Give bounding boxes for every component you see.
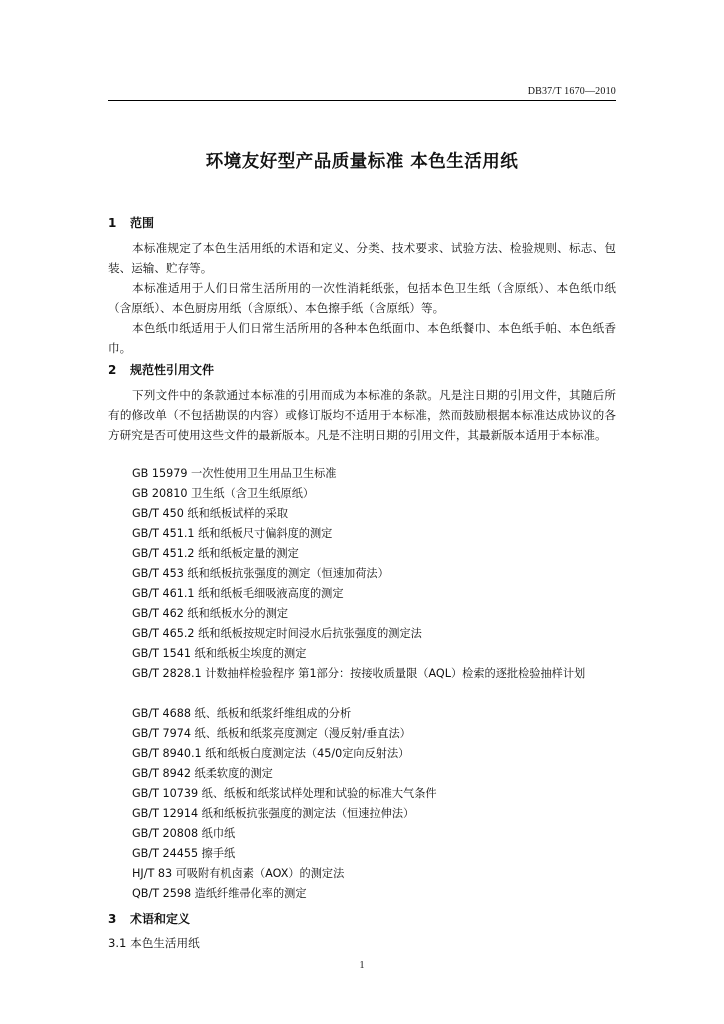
reference-item: GB/T 462 纸和纸板水分的测定 — [132, 607, 289, 620]
section-heading-references — [108, 361, 214, 378]
section-number: 1 — [108, 216, 117, 230]
section-title: 术语和定义 — [130, 912, 191, 926]
reference-item: GB 15979 一次性使用卫生用品卫生标准 — [132, 467, 337, 480]
reference-item: GB/T 10739 纸、纸板和纸浆试样处理和试验的标准大气条件 — [132, 787, 437, 800]
reference-item: GB/T 1541 纸和纸板尘埃度的测定 — [132, 647, 307, 660]
reference-item: GB/T 8942 纸柔软度的测定 — [132, 767, 273, 780]
paragraph: 本色纸巾纸适用于人们日常生活所用的各种本色纸面巾、本色纸餐巾、本色纸手帕、本色纸香巾。 — [108, 321, 616, 355]
reference-item: GB/T 20808 纸巾纸 — [132, 827, 236, 840]
standard-code: DB37/T 1670—2010 — [527, 86, 616, 97]
page-number: 1 — [359, 960, 365, 971]
paragraph: 下列文件中的条款通过本标准的引用而成为本标准的条款。凡是注日期的引用文件，其随后所有的修改单（不包括勘误的内容）或修订版均不适用于本标准，然而鼓励根据本标准达成协议的各方研究是否可使用这些文件的最新版本。凡是不注明日期的引用文件，其最新版本适用于本标准。 — [108, 388, 616, 442]
scope-body — [108, 238, 616, 358]
reference-item: QB/T 2598 造纸纤维帚化率的测定 — [132, 887, 307, 900]
paragraph: 本标准适用于人们日常生活所用的一次性消耗纸张，包括本色卫生纸（含原纸）、本色纸巾纸（含原纸）、本色厨房用纸（含原纸）、本色擦手纸（含原纸）等。 — [108, 281, 616, 315]
reference-item: GB/T 451.2 纸和纸板定量的测定 — [132, 547, 299, 560]
reference-item: GB/T 12914 纸和纸板抗张强度的测定法（恒速拉伸法） — [132, 807, 415, 820]
reference-item: GB/T 465.2 纸和纸板按规定时间浸水后抗张强度的测定法 — [132, 627, 422, 640]
section-number: 2 — [108, 363, 117, 377]
reference-item: GB/T 7974 纸、纸板和纸浆亮度测定（漫反射/垂直法） — [132, 727, 411, 740]
reference-item: GB/T 451.1 纸和纸板尺寸偏斜度的测定 — [132, 527, 333, 540]
reference-item: HJ/T 83 可吸附有机卤素（AOX）的测定法 — [132, 867, 345, 880]
paragraph: 本标准规定了本色生活用纸的术语和定义、分类、技术要求、试验方法、检验规则、标志、包装、运输、贮存等。 — [108, 241, 616, 275]
reference-item: GB/T 2828.1 计数抽样检验程序 第1部分：按接收质量限（AQL）检索的逐批检验抽样计划 — [132, 667, 586, 680]
subsection-heading: 3.1 本色生活用纸 — [108, 936, 200, 950]
section-number: 3 — [108, 912, 117, 926]
references-intro — [108, 385, 616, 445]
reference-item: GB/T 461.1 纸和纸板毛细吸液高度的测定 — [132, 587, 344, 600]
reference-item: GB/T 450 纸和纸板试样的采取 — [132, 507, 289, 520]
section-title: 范围 — [130, 216, 155, 230]
reference-item: GB/T 453 纸和纸板抗张强度的测定（恒速加荷法） — [132, 567, 389, 580]
reference-item: GB/T 8940.1 纸和纸板白度测定法（45/0定向反射法） — [132, 747, 410, 760]
header-rule — [108, 100, 616, 101]
section-heading-terms — [108, 910, 190, 927]
reference-item: GB/T 4688 纸、纸板和纸浆纤维组成的分析 — [132, 707, 352, 720]
document-title: 环境友好型产品质量标准 本色生活用纸 — [205, 152, 519, 172]
reference-item: GB/T 24455 擦手纸 — [132, 847, 236, 860]
reference-item: GB 20810 卫生纸（含卫生纸原纸） — [132, 487, 315, 500]
section-title: 规范性引用文件 — [130, 363, 215, 377]
section-heading-scope — [108, 214, 154, 231]
